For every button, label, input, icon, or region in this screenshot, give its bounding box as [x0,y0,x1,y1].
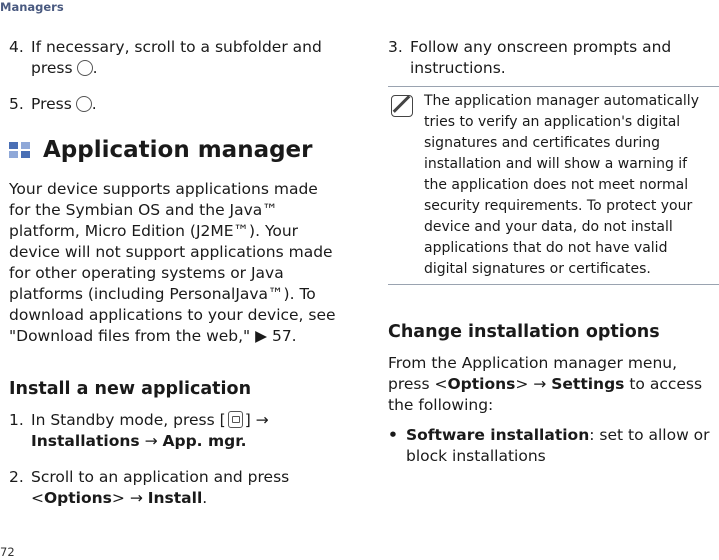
menu-app-mgr: App. mgr. [162,432,247,450]
note-box [388,86,719,285]
change-text-b: > → [515,375,547,393]
bullet-software-installation [388,425,719,467]
left-column [9,37,339,524]
install-step-2 [9,467,339,509]
bullet-label: Software installation [406,426,590,444]
step-text: Follow any onscreen prompts and instructions. [410,38,672,77]
right-column [388,37,719,467]
menu-key-icon [228,411,243,428]
step-text-b: ] → [244,411,269,429]
install-step-1 [9,410,339,452]
change-paragraph [388,353,719,416]
change-heading: Change installation options [388,322,660,342]
arrow: → [144,432,158,450]
menu-installations: Installations [31,432,140,450]
install-heading: Install a new application [9,379,252,399]
note-text: The application manager automatically tries to verify an application's digital signatures and certificates during installation and will show a warning if the application does not meet normal security requirements. To protect your device and your data, do not install applications that do not have valid digital signatures or certificates. [424,93,699,277]
intro-paragraph: Your device supports applications made for the Symbian OS and the Java™ platform, Micro Edition (J2ME™). Your device will not support applications made for other operating systems or Java platforms (including PersonalJava™). To download applications to your device, see "Download files from the web," ▶ 57. [9,180,336,345]
running-header: Managers [0,0,64,14]
bullet-dot: • [388,426,398,444]
step-number: 4. [9,38,24,56]
circle-key-icon [76,96,92,112]
note-pencil-icon [391,95,413,117]
page-number: 72 [0,545,15,559]
step-number: 2. [9,468,24,486]
bullet-text: : set to allow or block installations [406,426,710,465]
change-text-a: From the Application manager menu, press < [388,354,678,393]
step-4: 4. If necessary, scroll to a subfolder and press . [9,38,322,77]
step-text-a: In Standby mode, press [ [31,411,226,429]
change-text-c: to access the following: [388,375,703,414]
step-text-a: Scroll to an application and press < [31,468,290,507]
step-number: 3. [388,38,403,56]
step-3 [388,37,719,79]
step-number: 1. [9,411,24,429]
circle-key-icon [77,60,93,76]
section-title-text: Application manager [43,137,313,163]
step-end: . [202,489,208,507]
step-text-b: > → [111,489,143,507]
section-squares-icon [9,142,31,158]
step-number: 5. [9,95,24,113]
step-text: Press [31,95,72,113]
section-title [9,135,339,165]
menu-install: Install [147,489,203,507]
softkey-options: Options [447,375,516,393]
softkey-options: Options [44,489,112,507]
step-5: 5. Press . [9,95,97,113]
step-text: If necessary, scroll to a subfolder and press [31,38,322,77]
menu-settings: Settings [551,375,625,393]
